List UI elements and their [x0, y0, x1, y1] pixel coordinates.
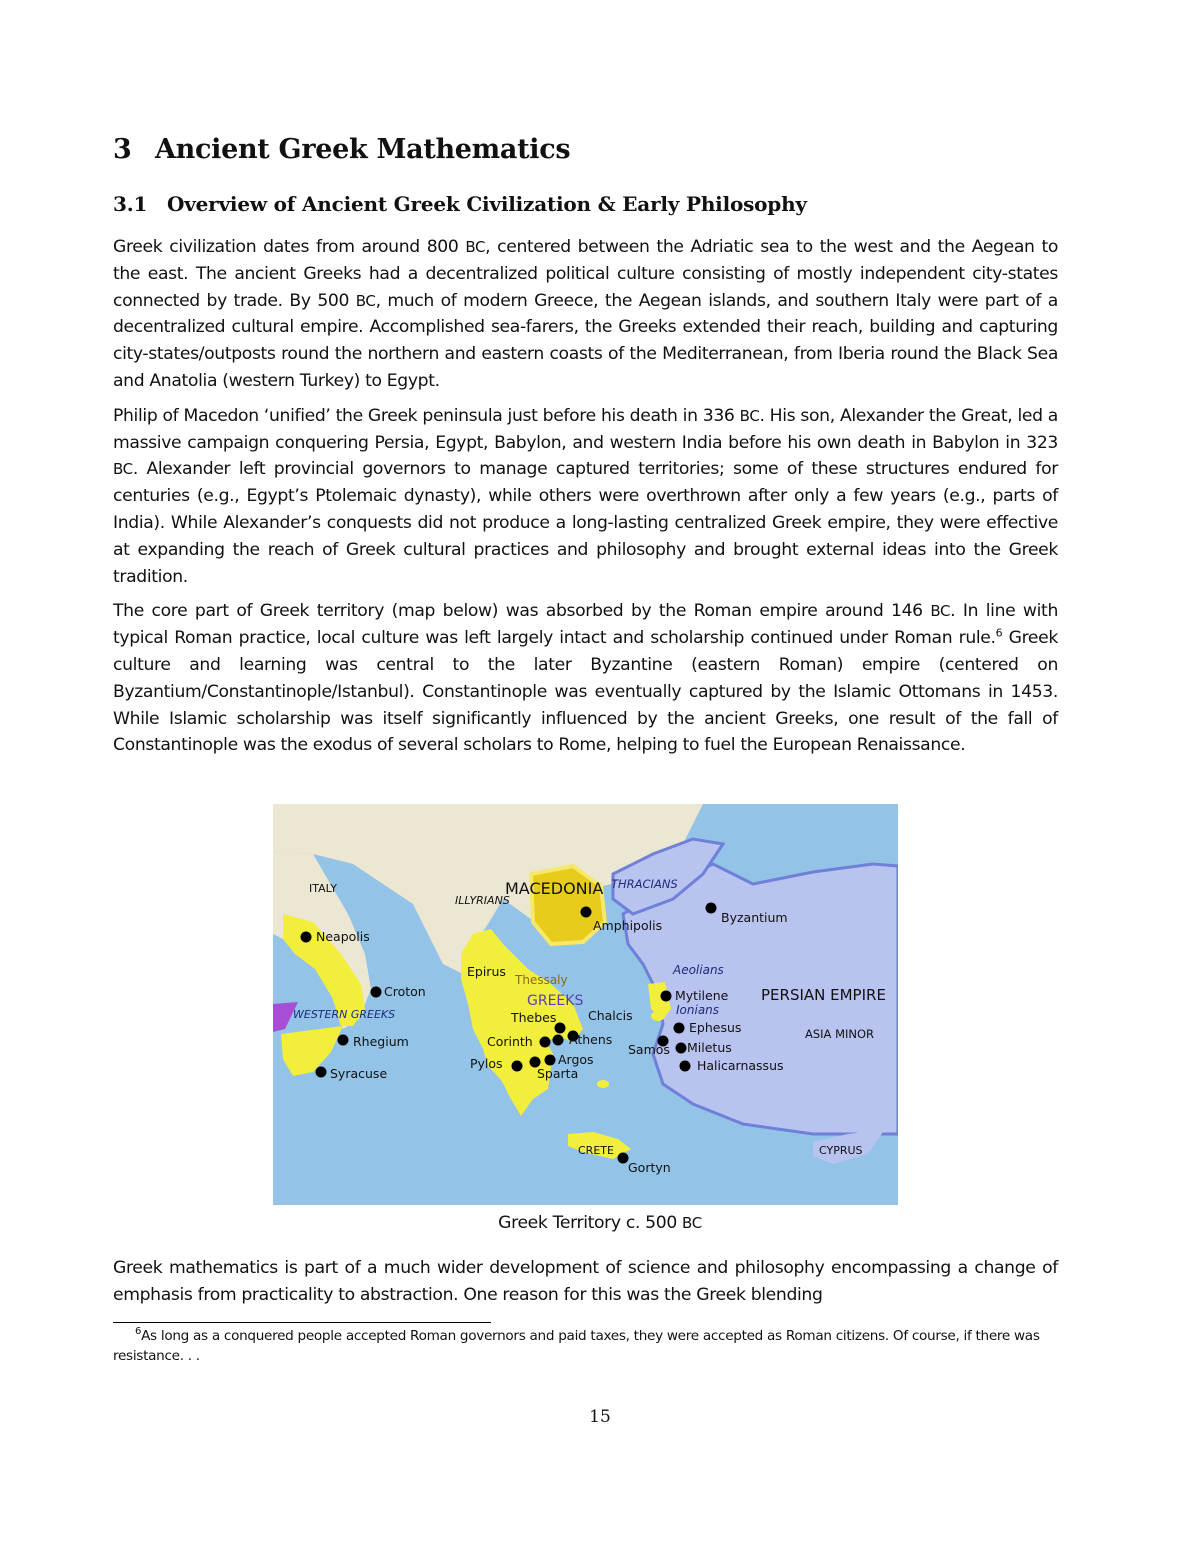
- label-argos: Argos: [558, 1052, 594, 1067]
- label-samos: Samos: [628, 1042, 670, 1057]
- label-thebes: Thebes: [511, 1010, 557, 1025]
- label-byzantium: Byzantium: [721, 910, 788, 925]
- city-dot: [512, 1061, 523, 1072]
- footnote-ref[interactable]: 6: [995, 626, 1003, 640]
- subsection-heading: [113, 192, 807, 216]
- section-number: 3: [113, 134, 132, 165]
- label-syracuse: Syracuse: [330, 1066, 388, 1081]
- label-athens: Athens: [569, 1032, 613, 1047]
- map-greek-island: [597, 1080, 609, 1088]
- footnote: [113, 1326, 1058, 1366]
- city-dot: [301, 932, 312, 943]
- footnote-rule: [113, 1322, 491, 1323]
- label-amphipolis: Amphipolis: [593, 918, 663, 933]
- footnote-text: As long as a conquered people accepted Roman governors and paid taxes, they were accepted as Roman citizens. Of course, if there was resistance. . .: [113, 1328, 1040, 1364]
- city-dot: [371, 987, 382, 998]
- page-number: 15: [589, 1407, 611, 1427]
- paragraph-2: Philip of Macedon ‘unified’ the Greek peninsula just before his death in 336 BC. His son, Alexander the Great, led a massive campaign conquering Persia, Egypt, Babylon, and western India before his own death in Babylon in 323 BC. Alexander left provincial governors to manage captured territories; some of these structures endured for centuries (e.g., Egypt’s Ptolemaic dynasty), while others were overthrown after only a few years (e.g., parts of India). While Alexander’s conquests did not produce a long-lasting centralized Greek empire, they were effective at expanding the reach of Greek cultural practices and philosophy and brought external ideas into the Greek tradition.: [113, 405, 1058, 587]
- city-dot: [540, 1037, 551, 1048]
- label-thessaly: Thessaly: [515, 973, 568, 987]
- city-dot: [618, 1153, 629, 1164]
- paragraph-4: Greek mathematics is part of a much wider development of science and philosophy encompassing a change of emphasis from practicality to abstraction. One reason for this was the Greek blending: [113, 1258, 1058, 1305]
- era-abbrev: BC: [113, 460, 133, 479]
- label-gortyn: Gortyn: [628, 1160, 671, 1175]
- label-rhegium: Rhegium: [353, 1034, 409, 1049]
- paragraph-1: Greek civilization dates from around 800 BC, centered between the Adriatic sea to the west and the Aegean to the east. The ancient Greeks had a decentralized political culture consisting of mostly independent city-states connected by trade. By 500 BC, much of modern Greece, the Aegean islands, and southern Italy were part of a decentralized cultural empire. Accomplished sea-farers, the Greeks extended their reach, building and capturing city-states/outposts round the northern and eastern coasts of the Mediterranean, from Iberia round the Black Sea and Anatolia (western Turkey) to Egypt.: [113, 237, 1059, 391]
- label-epirus: Epirus: [467, 964, 506, 979]
- label-italy: ITALY: [309, 882, 338, 895]
- map-greek-island: [651, 1011, 665, 1021]
- city-dot: [553, 1035, 564, 1046]
- label-sparta: Sparta: [537, 1066, 579, 1081]
- label-aeolians: Aeolians: [673, 963, 724, 977]
- city-dot: [706, 903, 717, 914]
- label-corinth: Corinth: [487, 1034, 533, 1049]
- footnote-mark: 6: [135, 1326, 142, 1338]
- label-cyprus: CYPRUS: [819, 1144, 863, 1157]
- label-ephesus: Ephesus: [689, 1020, 742, 1035]
- label-miletus: Miletus: [687, 1040, 732, 1055]
- label-asia-minor: ASIA MINOR: [805, 1027, 875, 1041]
- city-dot: [674, 1023, 685, 1034]
- label-crete: CRETE: [578, 1144, 614, 1157]
- label-western-greeks: WESTERN GREEKS: [293, 1008, 396, 1021]
- city-dot: [661, 991, 672, 1002]
- section-heading: [113, 134, 570, 165]
- era-abbrev: BC: [739, 406, 760, 425]
- label-greeks: GREEKS: [527, 993, 584, 1009]
- city-dot: [338, 1035, 349, 1046]
- era-abbrev: BC: [682, 1214, 702, 1232]
- label-thracians: THRACIANS: [611, 877, 678, 891]
- label-croton: Croton: [384, 984, 426, 999]
- label-halicarnassus: Halicarnassus: [697, 1058, 784, 1073]
- subsection-number: 3.1: [113, 192, 148, 216]
- greek-territory-map: [273, 804, 898, 1205]
- label-mytilene: Mytilene: [675, 988, 729, 1003]
- era-abbrev: BC: [930, 602, 951, 621]
- era-abbrev: BC: [465, 238, 486, 256]
- city-dot: [680, 1061, 691, 1072]
- label-pylos: Pylos: [470, 1056, 503, 1071]
- label-persian-empire: PERSIAN EMPIRE: [761, 986, 886, 1004]
- city-dot: [316, 1067, 327, 1078]
- city-dot: [545, 1055, 556, 1066]
- section-title: Ancient Greek Mathematics: [155, 134, 571, 165]
- subsection-title: Overview of Ancient Greek Civilization & Early Philosophy: [167, 192, 807, 216]
- body-text: [113, 234, 1058, 767]
- label-neapolis: Neapolis: [316, 929, 370, 944]
- city-dot: [581, 907, 592, 918]
- paragraph-3: The core part of Greek territory (map below) was absorbed by the Roman empire around 146 BC. In line with typical Roman practice, local culture was left largely intact and scholarship continued under Roman rule.$^6$ Greek culture and learning was central to the later Byzantine (eastern Roman) empire (centered on Byzantium/Constantinople/Istanbul). Constantinople was eventually captured by the Islamic Ottomans in 1453. While Islamic scholarship was itself significantly influenced by the ancient Greeks, one result of the fall of Constantinople was the exodus of several scholars to Rome, helping to fuel the European Renaissance.: [113, 601, 1058, 756]
- label-ionians: Ionians: [676, 1003, 720, 1017]
- label-chalcis: Chalcis: [588, 1008, 633, 1023]
- label-macedonia: MACEDONIA: [505, 879, 604, 898]
- city-dot: [676, 1043, 687, 1054]
- figure-caption: Greek Territory c. 500 BC: [498, 1213, 702, 1233]
- label-illyrians: ILLYRIANS: [455, 894, 510, 907]
- era-abbrev: BC: [355, 291, 376, 310]
